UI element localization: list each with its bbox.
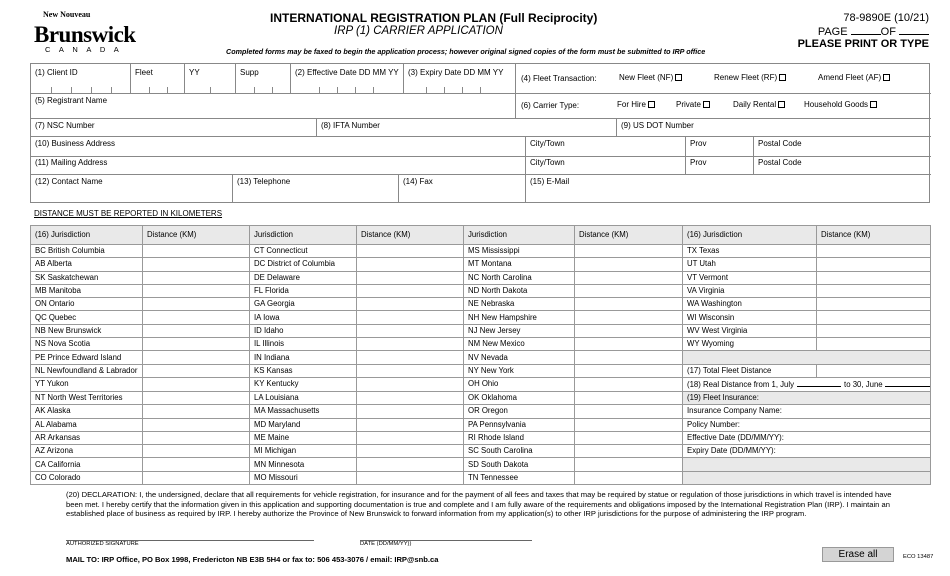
distance-input[interactable] xyxy=(143,271,250,284)
jurisdiction-name: CA California xyxy=(31,458,143,471)
jurisdiction-name: IN Indiana xyxy=(250,351,357,364)
form-number: 78-9890E (10/21) xyxy=(843,12,929,24)
carrier-type-label: (6) Carrier Type: xyxy=(521,101,580,110)
distance-input[interactable] xyxy=(575,271,683,284)
distance-input[interactable] xyxy=(575,377,683,391)
distance-input[interactable] xyxy=(575,298,683,311)
mailing-instructions: MAIL TO: IRP Office, PO Box 1998, Fredericton NB E3B 5H4 or fax to: 506 453-3076 / email: IRP@snb.ca xyxy=(66,555,439,564)
table-row xyxy=(31,245,931,258)
jurisdiction-name: SC South Carolina xyxy=(464,445,575,458)
jurisdiction-name: WA Washington xyxy=(683,298,817,311)
distance-input[interactable] xyxy=(817,258,931,271)
jurisdiction-name: PA Pennsylvania xyxy=(464,418,575,431)
table-spacer xyxy=(683,351,931,364)
fleet-field[interactable] xyxy=(131,64,185,94)
email-label: (15) E-Mail xyxy=(530,177,570,186)
distance-input[interactable] xyxy=(575,258,683,271)
distance-input[interactable] xyxy=(575,418,683,431)
distance-input[interactable] xyxy=(143,245,250,258)
distance-input[interactable] xyxy=(143,458,250,471)
logo-new-text: New Nouveau xyxy=(43,10,91,19)
header-distance-4: Distance (KM) xyxy=(817,226,931,245)
new-fleet-option[interactable] xyxy=(619,73,682,82)
renew-fleet-option[interactable] xyxy=(714,73,786,82)
ifta-number-label: (8) IFTA Number xyxy=(321,121,380,130)
fax-label: (14) Fax xyxy=(403,177,433,186)
jurisdiction-name: NL Newfoundland & Labrador xyxy=(31,364,143,377)
distance-input[interactable] xyxy=(817,284,931,297)
distance-input[interactable] xyxy=(575,391,683,404)
distance-input[interactable] xyxy=(357,284,464,297)
real-distance-to-field[interactable] xyxy=(885,378,931,387)
distance-input[interactable] xyxy=(143,471,250,484)
distance-input[interactable] xyxy=(817,311,931,324)
business-address-field[interactable] xyxy=(31,137,526,157)
jurisdiction-name: PE Prince Edward Island xyxy=(31,351,143,364)
table-spacer xyxy=(683,471,931,484)
header-jurisdiction-1: (16) Jurisdiction xyxy=(31,226,143,245)
private-label: Private xyxy=(676,100,701,109)
jurisdiction-name: AR Arkansas xyxy=(31,431,143,444)
distance-input[interactable] xyxy=(575,364,683,377)
daily-rental-checkbox[interactable] xyxy=(778,101,785,108)
distance-input[interactable] xyxy=(817,271,931,284)
jurisdiction-name: MB Manitoba xyxy=(31,284,143,297)
jurisdiction-name: SK Saskatchewan xyxy=(31,271,143,284)
distance-input[interactable] xyxy=(575,311,683,324)
table-row xyxy=(31,338,931,351)
jurisdiction-name: VA Virginia xyxy=(683,284,817,297)
distance-input[interactable] xyxy=(357,418,464,431)
total-fleet-distance-label[interactable]: (17) Total Fleet Distance xyxy=(683,364,817,377)
registrant-name-label: (5) Registrant Name xyxy=(35,96,108,105)
fleet-label: Fleet xyxy=(135,68,153,77)
jurisdiction-name: OK Oklahoma xyxy=(464,391,575,404)
distance-notice: DISTANCE MUST BE REPORTED IN KILOMETERS xyxy=(34,209,223,218)
jurisdiction-name: DC District of Columbia xyxy=(250,258,357,271)
table-row xyxy=(31,445,931,458)
distance-input[interactable] xyxy=(143,445,250,458)
distance-input[interactable] xyxy=(357,298,464,311)
distance-input[interactable] xyxy=(143,431,250,444)
total-fleet-distance-input[interactable] xyxy=(817,364,931,377)
household-goods-option[interactable] xyxy=(804,100,877,109)
distance-input[interactable] xyxy=(575,405,683,418)
mailing-postal-label: Postal Code xyxy=(758,158,802,167)
distance-input[interactable] xyxy=(143,338,250,351)
carrier-type-row xyxy=(516,94,931,119)
table-header-row xyxy=(31,226,931,245)
distance-input[interactable] xyxy=(575,471,683,484)
distance-input[interactable] xyxy=(357,471,464,484)
header-distance-3: Distance (KM) xyxy=(575,226,683,245)
table-row xyxy=(31,431,931,444)
jurisdiction-name: QC Quebec xyxy=(31,311,143,324)
daily-rental-label: Daily Rental xyxy=(733,100,777,109)
business-postal-label: Postal Code xyxy=(758,139,802,148)
business-city-label: City/Town xyxy=(530,139,565,148)
distance-input[interactable] xyxy=(143,311,250,324)
header-jurisdiction-3: Jurisdiction xyxy=(464,226,575,245)
mailing-city-label: City/Town xyxy=(530,158,565,167)
household-goods-label: Household Goods xyxy=(804,100,869,109)
distance-input[interactable] xyxy=(357,458,464,471)
distance-input[interactable] xyxy=(143,258,250,271)
distance-input[interactable] xyxy=(143,284,250,297)
ifta-number-field[interactable] xyxy=(317,119,617,137)
jurisdiction-name: NC North Carolina xyxy=(464,271,575,284)
insurance-effective-date-label[interactable]: Effective Date (DD/MM/YY): xyxy=(683,431,931,444)
table-row xyxy=(31,351,931,364)
expiry-date-label: (3) Expiry Date DD MM YY xyxy=(408,68,504,77)
jurisdiction-name: VT Vermont xyxy=(683,271,817,284)
table-row xyxy=(31,271,931,284)
distance-input[interactable] xyxy=(357,271,464,284)
table-row xyxy=(31,377,931,391)
jurisdiction-name: IL Illinois xyxy=(250,338,357,351)
mailing-prov-field[interactable] xyxy=(686,157,754,175)
distance-input[interactable] xyxy=(357,391,464,404)
table-row xyxy=(31,311,931,324)
fleet-insurance-label[interactable]: (19) Fleet Insurance: xyxy=(683,391,931,404)
jurisdiction-name: OH Ohio xyxy=(464,377,575,391)
distance-input[interactable] xyxy=(357,431,464,444)
distance-input[interactable] xyxy=(357,258,464,271)
jurisdiction-name: NM New Mexico xyxy=(464,338,575,351)
jurisdiction-name: LA Louisiana xyxy=(250,391,357,404)
telephone-label: (13) Telephone xyxy=(237,177,291,186)
distance-input[interactable] xyxy=(817,338,931,351)
business-address-label: (10) Business Address xyxy=(35,139,116,148)
renew-fleet-checkbox[interactable] xyxy=(779,74,786,81)
expiry-date-field[interactable] xyxy=(404,64,516,94)
distance-input[interactable] xyxy=(143,391,250,404)
business-prov-field[interactable] xyxy=(686,137,754,157)
jurisdiction-name: KY Kentucky xyxy=(250,377,357,391)
business-prov-label: Prov xyxy=(690,139,707,148)
new-fleet-label: New Fleet (NF) xyxy=(619,73,674,82)
mailing-prov-label: Prov xyxy=(690,158,707,167)
jurisdiction-name: WY Wyoming xyxy=(683,338,817,351)
email-field[interactable] xyxy=(526,175,931,202)
supp-field[interactable] xyxy=(236,64,291,94)
contact-name-label: (12) Contact Name xyxy=(35,177,103,186)
table-row xyxy=(31,471,931,484)
mailing-city-field[interactable] xyxy=(526,157,686,175)
distance-input[interactable] xyxy=(357,351,464,364)
amend-fleet-checkbox[interactable] xyxy=(883,74,890,81)
jurisdiction-name: MI Michigan xyxy=(250,445,357,458)
page-total-field[interactable] xyxy=(899,25,929,35)
of-label: OF xyxy=(880,26,896,38)
jurisdiction-name: ID Idaho xyxy=(250,324,357,337)
jurisdiction-name: AB Alberta xyxy=(31,258,143,271)
eco-code: ECO 13487 xyxy=(903,554,934,560)
jurisdiction-name: IA Iowa xyxy=(250,311,357,324)
registrant-name-field[interactable] xyxy=(31,94,516,119)
jurisdiction-name: MA Massachusetts xyxy=(250,405,357,418)
jurisdiction-name: AZ Arizona xyxy=(31,445,143,458)
us-dot-number-field[interactable] xyxy=(617,119,931,137)
policy-number-label[interactable]: Policy Number: xyxy=(683,418,931,431)
amend-fleet-label: Amend Fleet (AF) xyxy=(818,73,882,82)
distance-input[interactable] xyxy=(357,338,464,351)
distance-input[interactable] xyxy=(575,245,683,258)
logo-brunswick: Brunswick xyxy=(34,22,136,47)
jurisdiction-name: NE Nebraska xyxy=(464,298,575,311)
table-row xyxy=(31,418,931,431)
jurisdiction-name: WI Wisconsin xyxy=(683,311,817,324)
jurisdiction-name: CO Colorado xyxy=(31,471,143,484)
header-distance-1: Distance (KM) xyxy=(143,226,250,245)
distance-input[interactable] xyxy=(575,338,683,351)
new-fleet-checkbox[interactable] xyxy=(675,74,682,81)
jurisdiction-name: MD Maryland xyxy=(250,418,357,431)
table-spacer xyxy=(683,458,931,471)
fax-notice: Completed forms may be faxed to begin the application process; however original signed copies of the form must be submitted to IRP office xyxy=(226,47,706,56)
header-distance-2: Distance (KM) xyxy=(357,226,464,245)
distance-input[interactable] xyxy=(357,445,464,458)
private-checkbox[interactable] xyxy=(703,101,710,108)
jurisdiction-name: NS Nova Scotia xyxy=(31,338,143,351)
jurisdiction-name: ND North Dakota xyxy=(464,284,575,297)
effective-date-label: (2) Effective Date DD MM YY xyxy=(295,68,399,77)
distance-input[interactable] xyxy=(143,405,250,418)
us-dot-number-label: (9) US DOT Number xyxy=(621,121,694,130)
for-hire-label: For Hire xyxy=(617,100,646,109)
effective-date-field[interactable] xyxy=(291,64,404,94)
distance-input[interactable] xyxy=(357,311,464,324)
distance-input[interactable] xyxy=(575,445,683,458)
jurisdiction-name: KS Kansas xyxy=(250,364,357,377)
distance-input[interactable] xyxy=(357,405,464,418)
jurisdiction-name: MN Minnesota xyxy=(250,458,357,471)
household-goods-checkbox[interactable] xyxy=(870,101,877,108)
distance-input[interactable] xyxy=(357,364,464,377)
fax-field[interactable] xyxy=(399,175,526,202)
page-label: PAGE xyxy=(817,26,848,38)
jurisdiction-name: RI Rhode Island xyxy=(464,431,575,444)
jurisdiction-name: ON Ontario xyxy=(31,298,143,311)
client-id-field[interactable] xyxy=(31,64,131,94)
applicant-info-box xyxy=(30,63,930,203)
private-option[interactable] xyxy=(676,100,710,109)
table-row xyxy=(31,298,931,311)
jurisdiction-name: TX Texas xyxy=(683,245,817,258)
table-row xyxy=(31,391,931,404)
page-number-field[interactable] xyxy=(851,25,881,35)
distance-input[interactable] xyxy=(143,364,250,377)
distance-input[interactable] xyxy=(817,324,931,337)
erase-all-button[interactable]: Erase all xyxy=(822,547,894,562)
jurisdiction-name: NJ New Jersey xyxy=(464,324,575,337)
jurisdiction-name: NY New York xyxy=(464,364,575,377)
table-row xyxy=(31,405,931,418)
client-id-label: (1) Client ID xyxy=(35,68,78,77)
yy-label: YY xyxy=(189,68,200,77)
real-distance-to-label: to 30, June xyxy=(844,379,883,389)
for-hire-option[interactable] xyxy=(617,100,655,109)
distance-input[interactable] xyxy=(143,324,250,337)
nsc-number-label: (7) NSC Number xyxy=(35,121,95,130)
amend-fleet-option[interactable] xyxy=(818,73,890,82)
nsc-number-field[interactable] xyxy=(31,119,317,137)
fleet-transaction-row xyxy=(516,64,931,94)
distance-input[interactable] xyxy=(143,351,250,364)
jurisdiction-name: CT Connecticut xyxy=(250,245,357,258)
fleet-transaction-label: (4) Fleet Transaction: xyxy=(521,74,597,83)
distance-input[interactable] xyxy=(575,458,683,471)
jurisdiction-name: NH New Hampshire xyxy=(464,311,575,324)
distance-input[interactable] xyxy=(357,324,464,337)
jurisdiction-name: AL Alabama xyxy=(31,418,143,431)
jurisdiction-name: FL Florida xyxy=(250,284,357,297)
table-row xyxy=(31,284,931,297)
insurance-company-label[interactable]: Insurance Company Name: xyxy=(683,405,931,418)
mailing-address-label: (11) Mailing Address xyxy=(35,158,108,167)
distance-input[interactable] xyxy=(143,418,250,431)
jurisdiction-name: UT Utah xyxy=(683,258,817,271)
jurisdiction-name: BC British Columbia xyxy=(31,245,143,258)
logo-canada: CANADA xyxy=(45,45,128,54)
jurisdiction-name: MO Missouri xyxy=(250,471,357,484)
table-row xyxy=(31,458,931,471)
table-row xyxy=(31,364,931,377)
insurance-expiry-date-label[interactable]: Expiry Date (DD/MM/YY): xyxy=(683,445,931,458)
page-counter xyxy=(818,25,929,38)
jurisdiction-name: AK Alaska xyxy=(31,405,143,418)
daily-rental-option[interactable] xyxy=(733,100,785,109)
business-postal-field[interactable] xyxy=(754,137,931,157)
jurisdiction-name: SD South Dakota xyxy=(464,458,575,471)
header-jurisdiction-4: (16) Jurisdiction xyxy=(683,226,817,245)
distance-input[interactable] xyxy=(817,298,931,311)
for-hire-checkbox[interactable] xyxy=(648,101,655,108)
jurisdiction-name: WV West Virginia xyxy=(683,324,817,337)
jurisdiction-name: NB New Brunswick xyxy=(31,324,143,337)
date-label: DATE (DD/MM/YY)) xyxy=(360,541,412,547)
jurisdiction-name: MS Mississippi xyxy=(464,245,575,258)
form-subtitle: IRP (1) CARRIER APPLICATION xyxy=(334,25,503,37)
jurisdiction-table xyxy=(30,225,931,485)
jurisdiction-name: GA Georgia xyxy=(250,298,357,311)
real-distance-from-field[interactable] xyxy=(797,378,841,387)
distance-input[interactable] xyxy=(575,351,683,364)
distance-input[interactable] xyxy=(143,298,250,311)
distance-input[interactable] xyxy=(357,245,464,258)
jurisdiction-name: NT North West Territories xyxy=(31,391,143,404)
business-city-field[interactable] xyxy=(526,137,686,157)
jurisdiction-name: YT Yukon xyxy=(31,377,143,391)
real-distance-from-label: (18) Real Distance from 1, July xyxy=(687,379,795,389)
distance-input[interactable] xyxy=(575,284,683,297)
distance-input[interactable] xyxy=(575,324,683,337)
header-jurisdiction-2: Jurisdiction xyxy=(250,226,357,245)
table-row xyxy=(31,324,931,337)
telephone-field[interactable] xyxy=(233,175,399,202)
form-title: INTERNATIONAL REGISTRATION PLAN (Full Reciprocity) xyxy=(270,11,598,25)
distance-input[interactable] xyxy=(575,431,683,444)
mailing-postal-field[interactable] xyxy=(754,157,931,175)
print-instruction: PLEASE PRINT OR TYPE xyxy=(797,38,929,50)
contact-name-field[interactable] xyxy=(31,175,233,202)
declaration-text: (20) DECLARATION: I, the undersigned, declare that all requirements for vehicle registration, for insurance and for the payment of all fees and taxes that may be required by statue or regulation of those jurisdictions in which travel is intended have been met. I hereby certify that the information given in this application and supporting documentation is true and complete and I am fully aware of the requirements and obligations imposed by the International Registration Plan (IRP). I maintain an established place of business as required by IRP. I hereby authorize the Province of New Brunswick to forward information from my application(s) to other IRP jurisdictions for the purpose of administering the IRP program. xyxy=(66,490,892,518)
distance-input[interactable] xyxy=(357,377,464,391)
real-distance-label[interactable] xyxy=(683,377,931,391)
distance-input[interactable] xyxy=(143,377,250,391)
jurisdiction-name: ME Maine xyxy=(250,431,357,444)
signature-label: AUTHORIZED SIGNATURE xyxy=(66,541,139,547)
jurisdiction-name: NV Nevada xyxy=(464,351,575,364)
distance-input[interactable] xyxy=(817,245,931,258)
jurisdiction-name: OR Oregon xyxy=(464,405,575,418)
supp-label: Supp xyxy=(240,68,259,77)
table-row xyxy=(31,258,931,271)
jurisdiction-name: MT Montana xyxy=(464,258,575,271)
renew-fleet-label: Renew Fleet (RF) xyxy=(714,73,778,82)
mailing-address-field[interactable] xyxy=(31,157,526,175)
jurisdiction-name: TN Tennessee xyxy=(464,471,575,484)
jurisdiction-name: DE Delaware xyxy=(250,271,357,284)
yy-field[interactable] xyxy=(185,64,236,94)
